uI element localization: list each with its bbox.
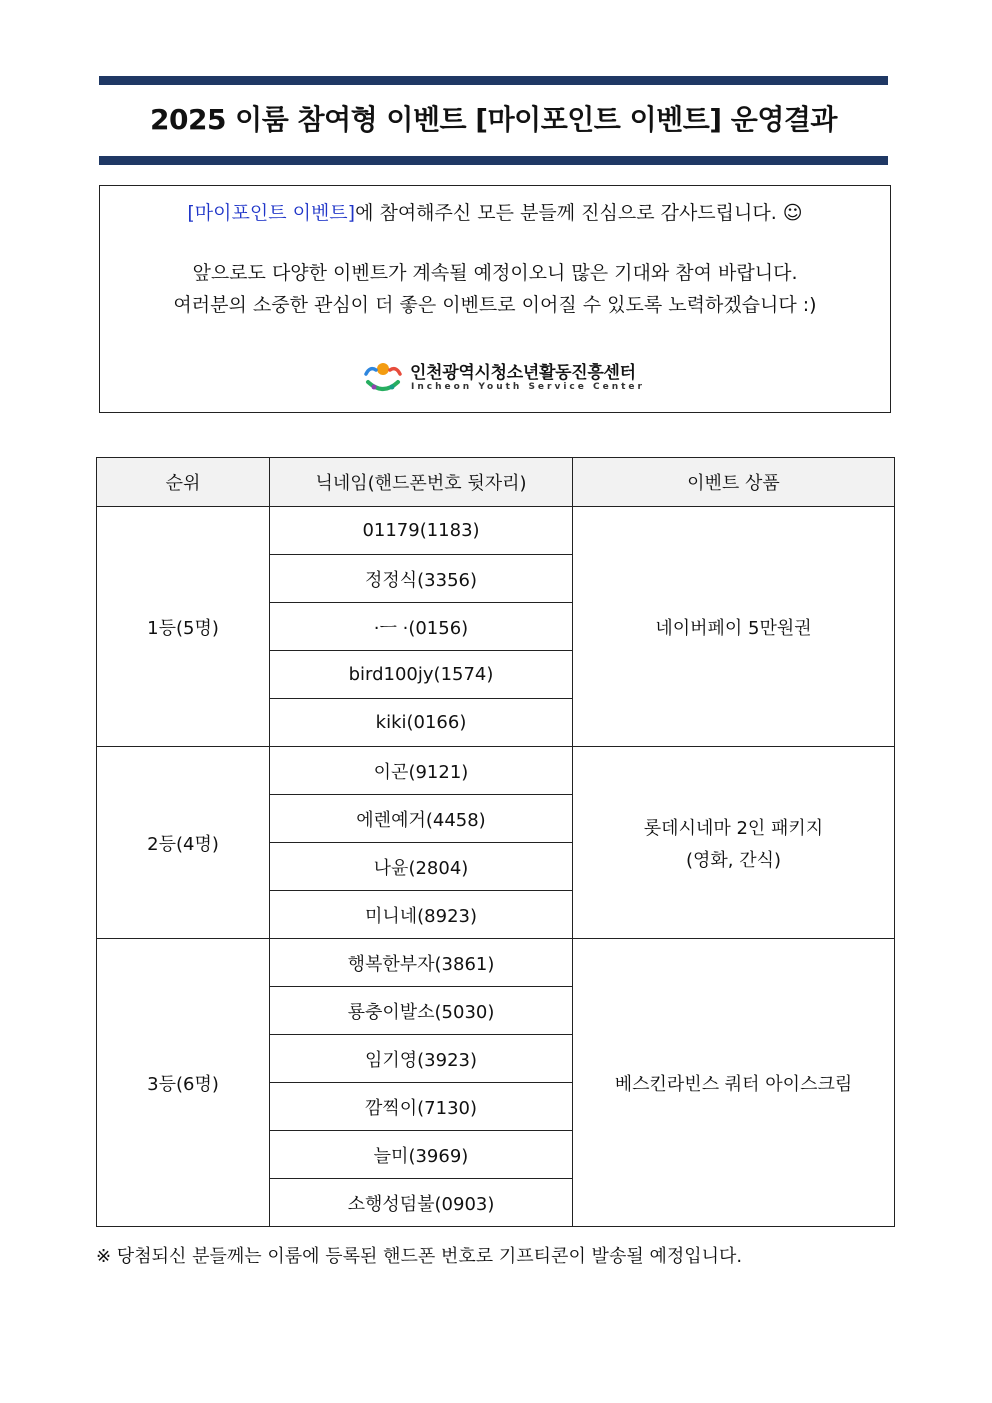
- winner-nickname-cell: kiki(0166): [270, 699, 573, 747]
- table-header-row: [97, 458, 895, 507]
- prize-detail: (영화, 간식): [685, 849, 782, 871]
- winner-nickname-cell: 소행성덤불(0903): [270, 1179, 573, 1227]
- page-title: 2025 이룸 참여형 이벤트 [마이포인트 이벤트] 운영결과: [150, 103, 837, 136]
- logo-name-english: Incheon Youth Service Center: [411, 382, 645, 392]
- center-logo: [362, 356, 645, 398]
- table-row: [97, 939, 895, 987]
- winners-table-body: [97, 507, 895, 1227]
- prize-cell: [573, 939, 895, 1227]
- prize-cell: [573, 507, 895, 747]
- prize-name: 롯데시네마 2인 패키지: [643, 817, 824, 839]
- rank-cell: 1등(5명): [97, 507, 270, 747]
- winner-nickname-cell: 임기영(3923): [270, 1035, 573, 1083]
- rank-cell: 2등(4명): [97, 747, 270, 939]
- winner-nickname-cell: 정정식(3356): [270, 555, 573, 603]
- table-row: [97, 747, 895, 795]
- notice-line-2: 앞으로도 다양한 이벤트가 계속될 예정이오니 많은 기대와 참여 바랍니다.: [192, 262, 798, 284]
- winner-nickname-cell: 에렌예거(4458): [270, 795, 573, 843]
- youth-center-logo-icon: [362, 356, 404, 396]
- winner-nickname-cell: bird100jy(1574): [270, 651, 573, 699]
- winners-table: [96, 457, 895, 1227]
- winner-nickname-cell: ·ㅡ ·(0156): [270, 603, 573, 651]
- winner-nickname-cell: 행복한부자(3861): [270, 939, 573, 987]
- header-prize: 이벤트 상품: [573, 458, 895, 507]
- thank-you-notice: [99, 185, 891, 413]
- winner-nickname-cell: 늘미(3969): [270, 1131, 573, 1179]
- delivery-footnote: ※ 당첨되신 분들께는 이룸에 등록된 핸드폰 번호로 기프티콘이 발송될 예정입니다.: [96, 1246, 743, 1267]
- rank-cell: 3등(6명): [97, 939, 270, 1227]
- header-rank: 순위: [97, 458, 270, 507]
- prize-name: 네이버페이 5만원권: [655, 617, 812, 639]
- notice-line-1-text: 에 참여해주신 모든 분들께 진심으로 감사드립니다. ☺: [355, 202, 803, 224]
- winner-nickname-cell: 깜찍이(7130): [270, 1083, 573, 1131]
- winner-nickname-cell: 미니네(8923): [270, 891, 573, 939]
- notice-line-3: 여러분의 소중한 관심이 더 좋은 이벤트로 이어질 수 있도록 노력하겠습니다 :): [173, 294, 817, 316]
- winner-nickname-cell: 룡충이발소(5030): [270, 987, 573, 1035]
- notice-line-1: [100, 198, 890, 225]
- title-bottom-rule: [99, 156, 888, 165]
- logo-name-korean: 인천광역시청소년활동진흥센터: [410, 363, 636, 383]
- table-row: [97, 507, 895, 555]
- title-top-rule: [99, 76, 888, 85]
- prize-cell: [573, 747, 895, 939]
- event-name-highlight: [마이포인트 이벤트]: [187, 202, 356, 224]
- header-nickname: 닉네임(핸드폰번호 뒷자리): [270, 458, 573, 507]
- winner-nickname-cell: 01179(1183): [270, 507, 573, 555]
- winner-nickname-cell: 나윤(2804): [270, 843, 573, 891]
- winner-nickname-cell: 이곤(9121): [270, 747, 573, 795]
- prize-name: 베스킨라빈스 쿼터 아이스크림: [614, 1073, 853, 1095]
